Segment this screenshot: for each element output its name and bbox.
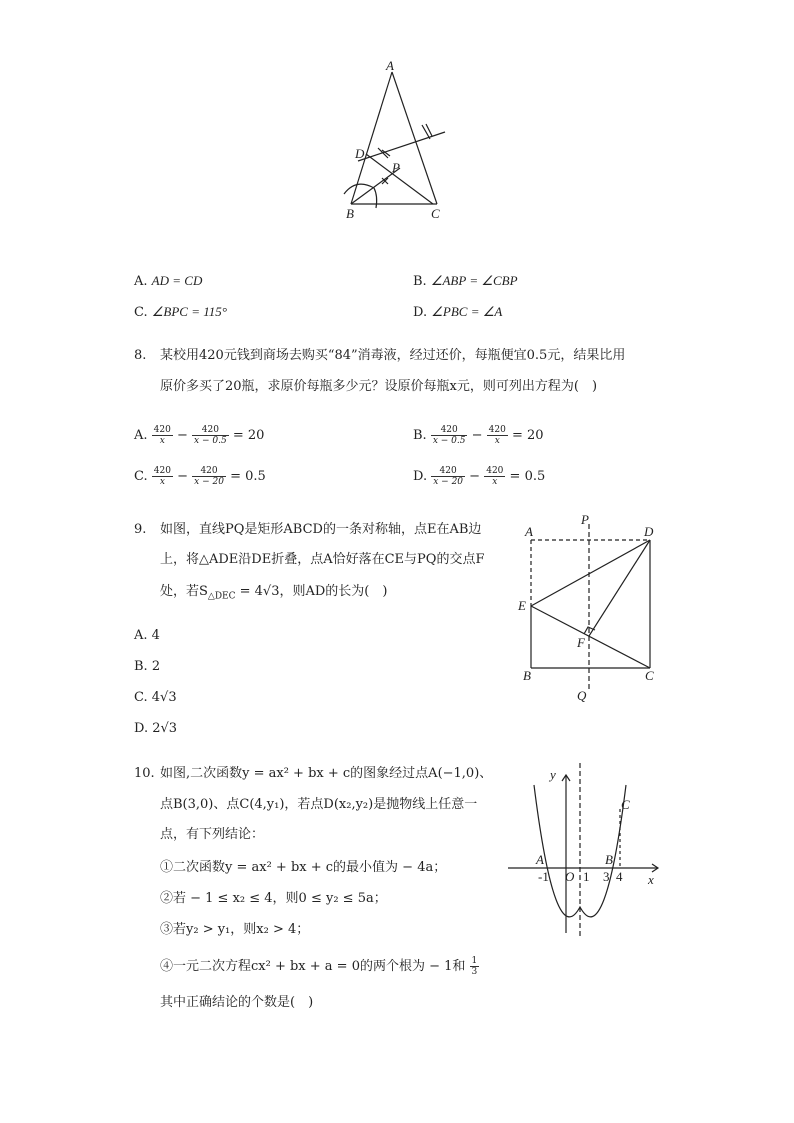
label-q: Q [577, 688, 587, 703]
label-b: B [605, 852, 613, 867]
q10-question-end: 其中正确结论的个数是( ) [160, 995, 314, 1010]
q10-conclusion-2: ②若 − 1 ≤ x₂ ≤ 4，则0 ≤ y₂ ≤ 5a； [160, 891, 387, 906]
fraction: $\frac{420}{x}$ [486, 466, 504, 487]
segment-ec [531, 606, 650, 668]
label-y: y [550, 767, 556, 782]
q9-number: 9. [134, 522, 147, 537]
label-one: 1 [583, 869, 590, 884]
fraction: $\frac{1}{3}$ [471, 956, 478, 977]
label-minus-one: -1 [538, 869, 549, 884]
q9-line2: 上，将△ADE沿DE折叠，点A恰好落在CE与PQ的交点F [160, 552, 485, 567]
q10-line3: 点，有下列结论： [160, 827, 265, 842]
q8-number: 8. [134, 348, 147, 363]
side-ac [392, 72, 437, 204]
label-three: 3 [603, 869, 610, 884]
label-b: B [346, 206, 354, 221]
segment-fd [589, 540, 650, 636]
label-o: O [565, 869, 575, 884]
segment-ed [531, 540, 650, 606]
q8-line1: 某校用420元钱到商场去购买“84”消毒液，经过还价，每瓶便宜0.5元，结果比用 [160, 348, 626, 363]
fraction: $\frac{420}{x - 20}$ [194, 466, 224, 487]
q8-option-a[interactable]: A. $\frac{420}{x}$ − $\frac{420}{x - 0.5}$ = 20 [134, 425, 265, 446]
triangle-figure [330, 58, 460, 228]
label-c: C [645, 668, 654, 683]
q7-option-d[interactable]: D. ∠PBC = ∠A [413, 304, 503, 320]
fraction: $\frac{420}{x - 0.5}$ [432, 425, 466, 446]
q9-option-a[interactable]: A. 4 [134, 628, 160, 643]
q10-conclusion-4: ④一元二次方程cx² + bx + a = 0的两个根为 − 1和 $\frac{1}{3}$ [160, 956, 478, 977]
label-d: D [644, 524, 654, 539]
label-four: 4 [616, 869, 623, 884]
label-a: A [525, 524, 533, 539]
q8-line2: 原价多买了20瓶，求原价每瓶多少元？设原价每瓶x元，则可列出方程为( ) [160, 379, 598, 394]
perpendicular-bisector [358, 132, 445, 161]
label-c: C [621, 797, 630, 812]
q9-option-c[interactable]: C. 4√3 [134, 690, 177, 705]
q7-option-c[interactable]: C. ∠BPC = 115° [134, 304, 227, 320]
q10-line2: 点B(3,0)、点C(4,y₁)，若点D(x₂,y₂)是抛物线上任意一 [160, 797, 478, 812]
q9-line3: 处，若$S_{\triangle DEC} = 4√3$，则AD的长为( ) [160, 584, 388, 602]
q7-option-b[interactable]: B. ∠ABP = ∠CBP [413, 273, 518, 289]
fraction: $\frac{420}{x}$ [488, 425, 506, 446]
q10-line1: 如图,二次函数y = ax² + bx + c的图象经过点A(−1,0)、 [160, 766, 493, 781]
label-x: x [648, 872, 654, 887]
fraction: $\frac{420}{x - 0.5}$ [194, 425, 227, 446]
label-d: D [355, 146, 365, 161]
fraction: $\frac{420}{x - 20}$ [433, 466, 464, 487]
label-a: A [536, 852, 544, 867]
fraction: $\frac{420}{x}$ [153, 425, 171, 446]
label-c: C [431, 206, 440, 221]
q10-conclusion-3: ③若y₂ > y₁，则x₂ > 4； [160, 922, 310, 937]
label-p: P [392, 160, 400, 175]
q9-option-b[interactable]: B. 2 [134, 659, 161, 674]
q10-number: 10. [134, 766, 155, 781]
label-a: A [386, 58, 394, 73]
q7-option-a[interactable]: A. AD = CD [134, 273, 203, 289]
q9-line1: 如图，直线PQ是矩形ABCD的一条对称轴，点E在AB边 [160, 522, 482, 537]
label-e: E [518, 598, 526, 613]
rectangle-fold-figure [510, 510, 670, 710]
q8-option-c[interactable]: C. $\frac{420}{x}$ − $\frac{420}{x - 20}$ = 0.5 [134, 466, 266, 487]
q8-option-d[interactable]: D. $\frac{420}{x - 20}$ − $\frac{420}{x}$ = 0.5 [413, 466, 546, 487]
fraction: $\frac{420}{x}$ [153, 466, 171, 487]
label-b: B [523, 668, 531, 683]
q9-option-d[interactable]: D. 2√3 [134, 721, 178, 736]
parabola-figure [500, 755, 670, 945]
label-f: F [577, 635, 585, 650]
q8-option-b[interactable]: B. $\frac{420}{x - 0.5}$ − $\frac{420}{x}$ = 20 [413, 425, 544, 446]
q10-conclusion-1: ①二次函数y = ax² + bx + c的最小值为 − 4a； [160, 860, 447, 875]
label-p: P [581, 512, 589, 527]
